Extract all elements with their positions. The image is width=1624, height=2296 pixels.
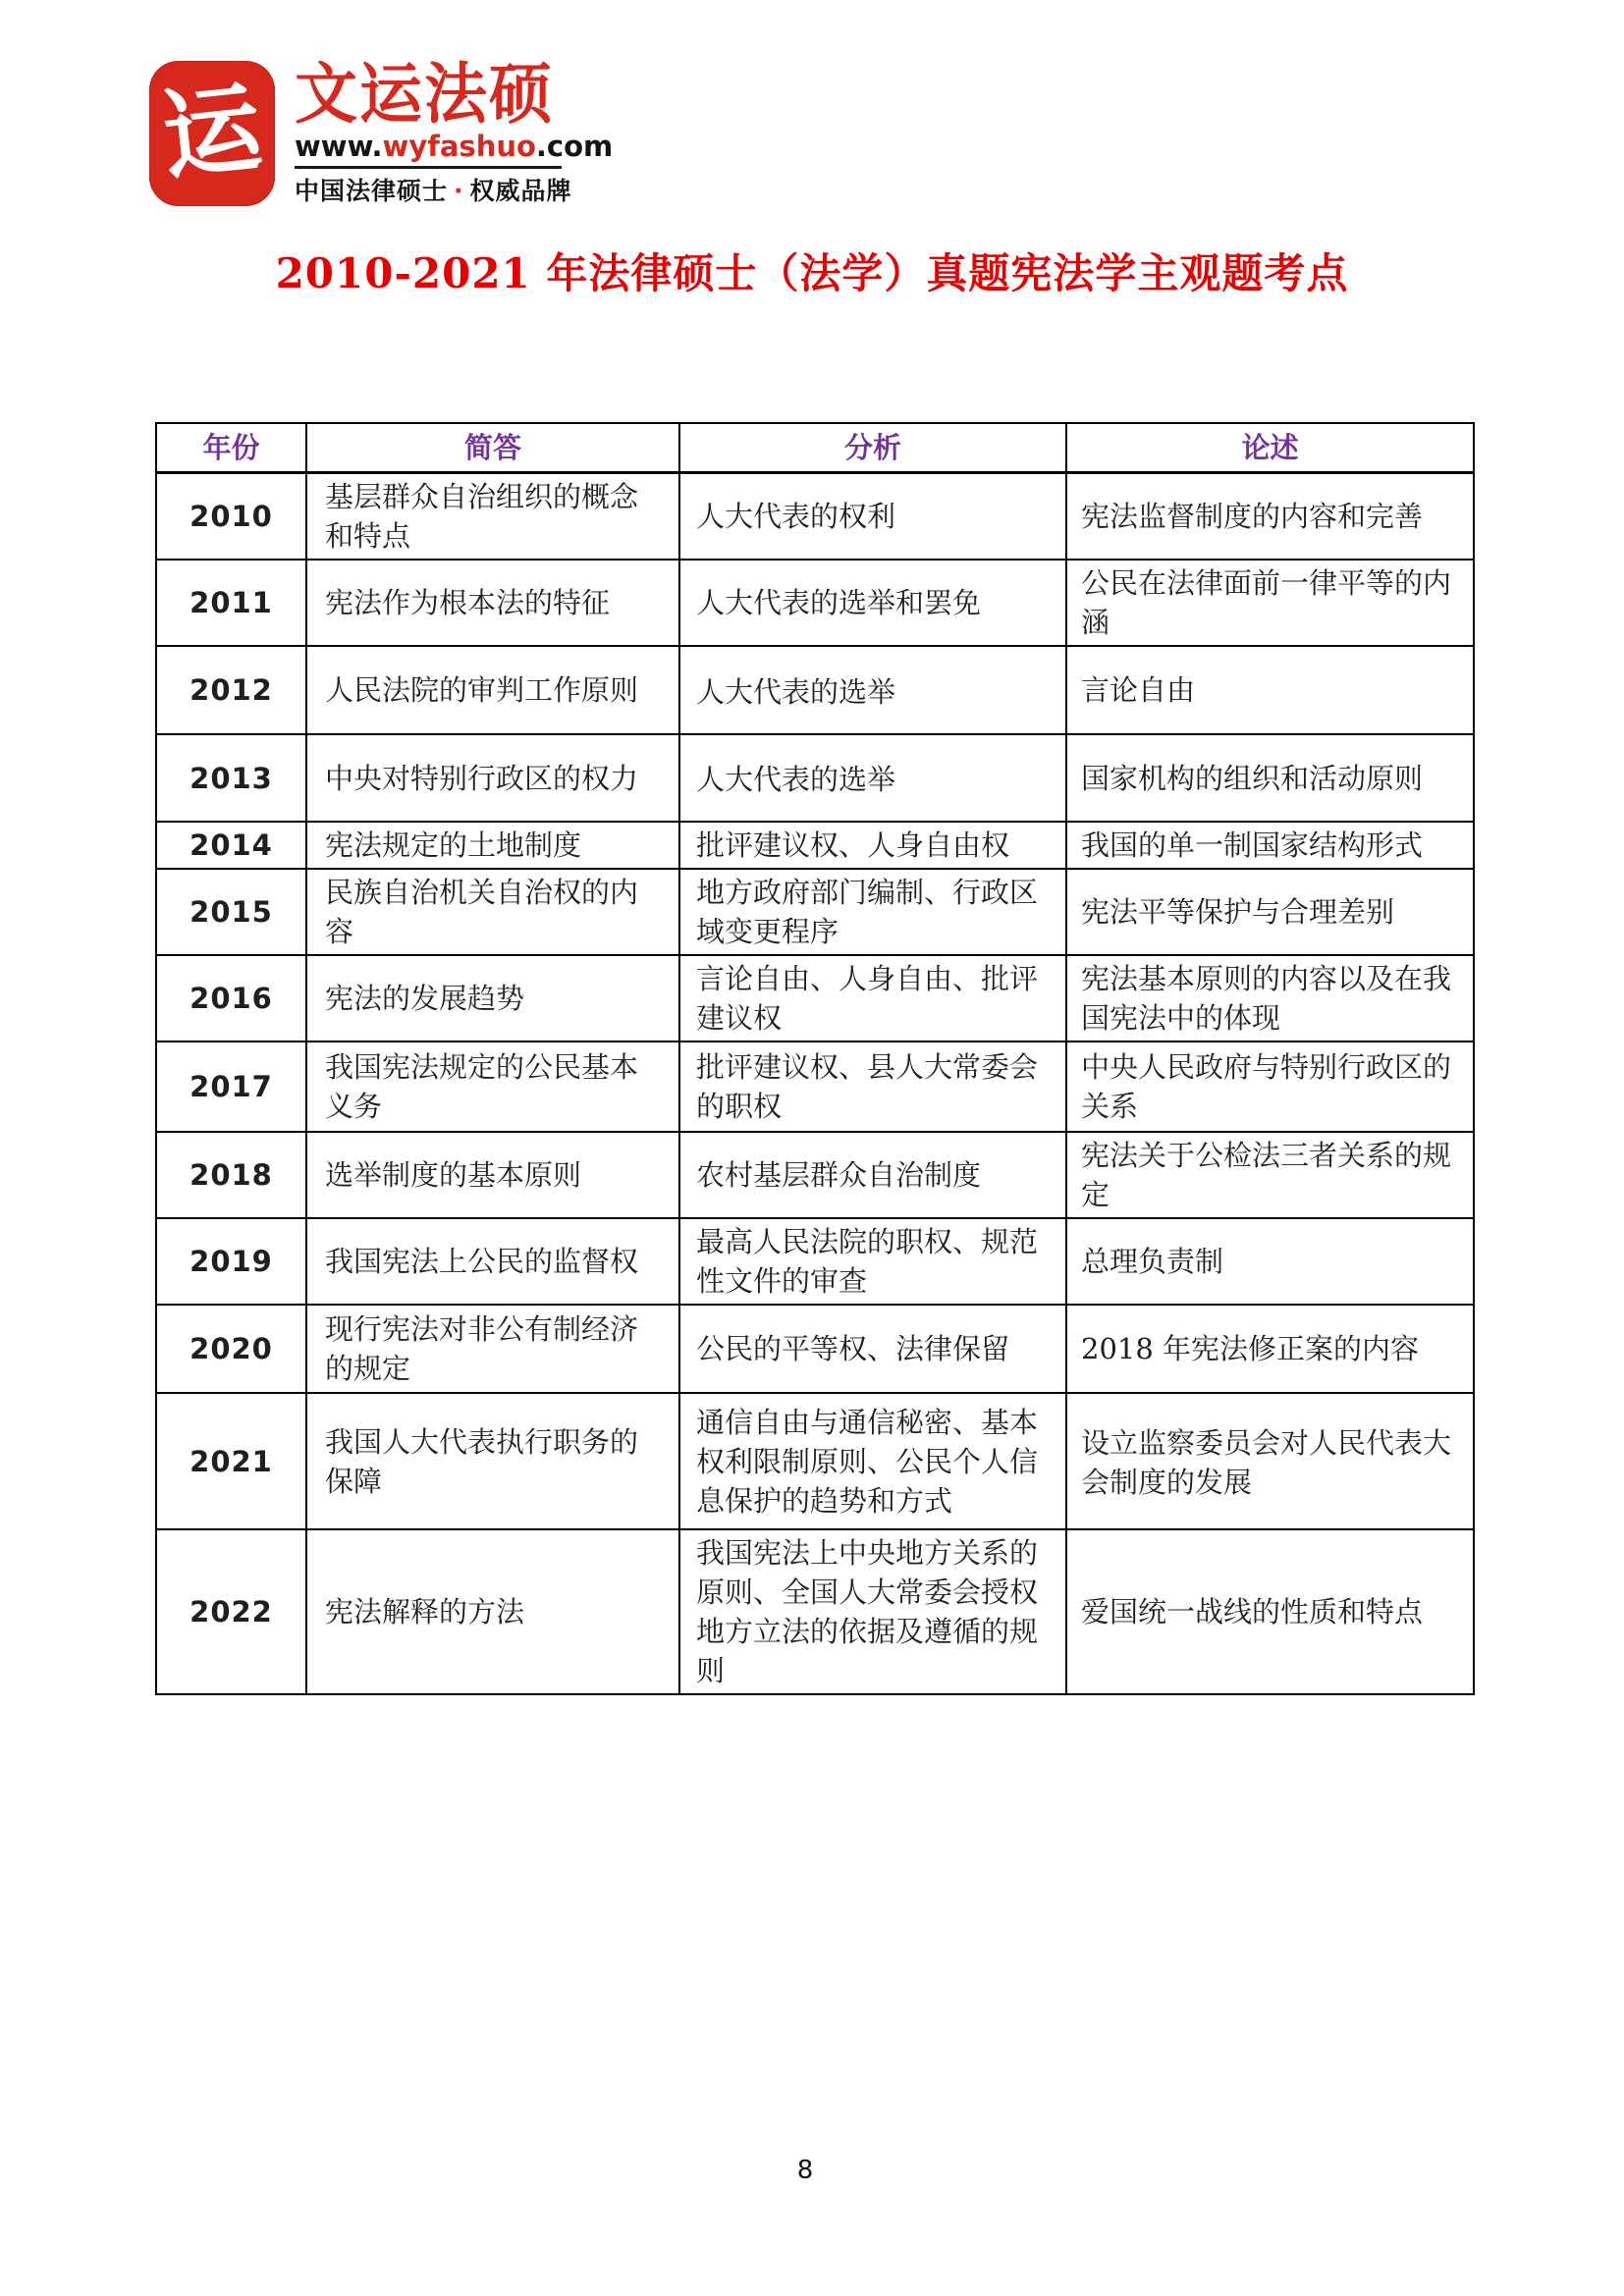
table-row	[156, 1393, 1474, 1529]
url-com: .com	[535, 130, 614, 164]
short-answer-cell: 基层群众自治组织的概念和特点	[306, 473, 679, 561]
essay-cell: 宪法平等保护与合理差别	[1066, 869, 1474, 955]
short-answer-cell: 宪法规定的土地制度	[306, 822, 679, 869]
analysis-cell: 我国宪法上中央地方关系的原则、全国人大常委会授权地方立法的依据及遵循的规则	[679, 1529, 1066, 1694]
page-title: 2010-2021 年法律硕士（法学）真题宪法学主观题考点	[275, 249, 1349, 297]
year-cell: 2012	[156, 646, 306, 734]
essay-cell: 公民在法律面前一律平等的内涵	[1066, 560, 1474, 646]
table-row	[156, 1132, 1474, 1218]
logo-slogan	[295, 172, 613, 207]
short-answer-cell: 选举制度的基本原则	[306, 1132, 679, 1218]
short-answer-cell: 现行宪法对非公有制经济的规定	[306, 1305, 679, 1393]
header-row	[156, 423, 1474, 473]
essay-cell: 我国的单一制国家结构形式	[1066, 822, 1474, 869]
analysis-cell: 通信自由与通信秘密、基本权利限制原则、公民个人信息保护的趋势和方式	[679, 1393, 1066, 1529]
year-cell: 2021	[156, 1393, 306, 1529]
logo-website-url	[295, 130, 614, 164]
logo-brand-name: 文运法硕	[295, 57, 554, 133]
table-row	[156, 1305, 1474, 1393]
year-cell: 2010	[156, 473, 306, 561]
year-cell: 2022	[156, 1529, 306, 1694]
short-answer-cell: 中央对特别行政区的权力	[306, 734, 679, 822]
essay-cell: 言论自由	[1066, 646, 1474, 734]
url-domain: wyfashuo	[382, 130, 536, 164]
year-cell: 2014	[156, 822, 306, 869]
analysis-cell: 公民的平等权、法律保留	[679, 1305, 1066, 1393]
analysis-cell: 人大代表的选举	[679, 646, 1066, 734]
analysis-cell: 农村基层群众自治制度	[679, 1132, 1066, 1218]
table-row	[156, 822, 1474, 869]
short-answer-cell: 我国人大代表执行职务的保障	[306, 1393, 679, 1529]
essay-cell: 爱国统一战线的性质和特点	[1066, 1529, 1474, 1694]
analysis-cell: 人大代表的选举和罢免	[679, 560, 1066, 646]
col-header-year: 年份	[156, 423, 306, 473]
short-answer-cell: 我国宪法上公民的监督权	[306, 1218, 679, 1305]
essay-cell: 总理负责制	[1066, 1218, 1474, 1305]
table-row	[156, 869, 1474, 955]
short-answer-cell: 宪法作为根本法的特征	[306, 560, 679, 646]
table-row	[156, 1218, 1474, 1305]
essay-cell: 2018 年宪法修正案的内容	[1066, 1305, 1474, 1393]
short-answer-cell: 宪法的发展趋势	[306, 955, 679, 1041]
logo-divider-line	[295, 166, 562, 169]
essay-cell: 宪法基本原则的内容以及在我国宪法中的体现	[1066, 955, 1474, 1041]
slogan-left: 中国法律硕士	[295, 176, 449, 205]
analysis-cell: 言论自由、人身自由、批评建议权	[679, 955, 1066, 1041]
analysis-cell: 人大代表的权利	[679, 473, 1066, 561]
exam-points-table	[155, 422, 1475, 1695]
essay-cell: 宪法关于公检法三者关系的规定	[1066, 1132, 1474, 1218]
table-row	[156, 734, 1474, 822]
page-number: 8	[796, 2156, 814, 2185]
table-row	[156, 560, 1474, 646]
short-answer-cell: 宪法解释的方法	[306, 1529, 679, 1694]
table-row	[156, 646, 1474, 734]
col-header-analysis: 分析	[679, 423, 1066, 473]
year-cell: 2017	[156, 1041, 306, 1132]
table-row	[156, 1041, 1474, 1132]
essay-cell: 宪法监督制度的内容和完善	[1066, 473, 1474, 561]
table-row	[156, 1529, 1474, 1694]
analysis-cell: 人大代表的选举	[679, 734, 1066, 822]
slogan-dot: ·	[454, 176, 464, 205]
year-cell: 2011	[156, 560, 306, 646]
logo-icon-glyph: 运	[156, 69, 267, 194]
year-cell: 2018	[156, 1132, 306, 1218]
table-row	[156, 955, 1474, 1041]
short-answer-cell: 我国宪法规定的公民基本义务	[306, 1041, 679, 1132]
year-cell: 2013	[156, 734, 306, 822]
slogan-right: 权威品牌	[469, 176, 572, 205]
url-www: www.	[295, 130, 383, 164]
table-row	[156, 473, 1474, 561]
analysis-cell: 最高人民法院的职权、规范性文件的审查	[679, 1218, 1066, 1305]
essay-cell: 国家机构的组织和活动原则	[1066, 734, 1474, 822]
essay-cell: 设立监察委员会对人民代表大会制度的发展	[1066, 1393, 1474, 1529]
logo-text-block	[295, 57, 614, 207]
brand-logo	[149, 57, 614, 207]
year-cell: 2015	[156, 869, 306, 955]
short-answer-cell: 人民法院的审判工作原则	[306, 646, 679, 734]
logo-icon	[149, 61, 275, 206]
analysis-cell: 地方政府部门编制、行政区域变更程序	[679, 869, 1066, 955]
essay-cell: 中央人民政府与特别行政区的关系	[1066, 1041, 1474, 1132]
analysis-cell: 批评建议权、县人大常委会的职权	[679, 1041, 1066, 1132]
analysis-cell: 批评建议权、人身自由权	[679, 822, 1066, 869]
year-cell: 2019	[156, 1218, 306, 1305]
col-header-short-answer: 简答	[306, 423, 679, 473]
short-answer-cell: 民族自治机关自治权的内容	[306, 869, 679, 955]
col-header-essay: 论述	[1066, 423, 1474, 473]
year-cell: 2016	[156, 955, 306, 1041]
year-cell: 2020	[156, 1305, 306, 1393]
